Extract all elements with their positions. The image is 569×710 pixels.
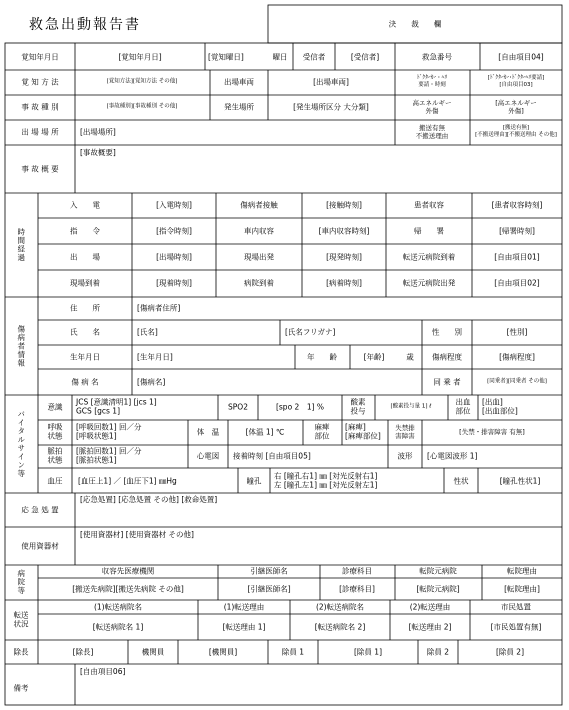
accident-type-value: [事故種別][事故種別 その他] xyxy=(106,103,178,110)
temperature-value: [体温 1] ℃ xyxy=(245,427,285,437)
crew-2-label: 除員 2 xyxy=(426,647,450,657)
companion-value: [同乗者][同乗者 その他] xyxy=(487,378,547,385)
equipment-label: 使用資器材 xyxy=(21,541,59,551)
time-label: 病院到着 xyxy=(244,278,274,288)
source-hospital-value: [転院元病院] xyxy=(416,584,460,594)
time-label: 入 電 xyxy=(70,200,100,210)
doctor-request-label: ﾄﾞｸﾀｰｶｰ・ﾍﾘ 要請・時刻 xyxy=(416,75,448,88)
time-label: 現場出発 xyxy=(244,252,274,262)
time-label: 車内収容 xyxy=(244,226,274,236)
time-value: [患者収容時刻] xyxy=(491,200,543,210)
dispatch-place-value: [出場場所] xyxy=(80,127,116,137)
crew-chief-value: [除長] xyxy=(72,647,94,657)
engineer-value: [機関員] xyxy=(208,647,238,657)
time-value: [車内収容時刻] xyxy=(318,226,370,236)
ecg-value: 接着時刻 [自由項目05] xyxy=(233,451,311,461)
doctor-value: [引継医師名] xyxy=(247,584,291,594)
time-label: 出 場 xyxy=(70,252,100,262)
consciousness-label: 意識 xyxy=(47,402,63,412)
time-value: [指令時刻] xyxy=(156,226,192,236)
transfer-section-label: 転送状況 xyxy=(13,610,29,629)
remarks-value: [自由項目06] xyxy=(80,667,126,676)
time-value: [出場時刻] xyxy=(156,252,192,262)
kakuchi-weekday-value: [覚知曜日] xyxy=(208,52,244,62)
source-hospital-header: 転院元病院 xyxy=(419,566,457,576)
time-value: [入電時刻] xyxy=(156,200,192,210)
first-aid-label: 応 急 処 置 xyxy=(21,505,59,515)
pupil-property-value: [瞳孔性状1] xyxy=(499,476,541,486)
time-value: [接触時刻] xyxy=(326,200,362,210)
incontinence-value: [失禁・排害障害 有無] xyxy=(459,427,525,436)
paralysis-label: 麻痺 部位 xyxy=(314,422,330,441)
kakuchi-method-label: 覚 知 方 法 xyxy=(21,77,59,87)
occurrence-place-label: 発生場所 xyxy=(224,102,254,112)
transfer-hospital-1-header: (1)転送病院名 xyxy=(93,602,143,612)
diagnosis-label: 傷 病 名 xyxy=(71,377,99,387)
kakuchi-method-value: [覚知方法][覚知方法 その他] xyxy=(106,78,178,85)
respiration-value: [呼吸回数1] 回／分 [呼吸状態1] xyxy=(76,422,142,441)
bleeding-value: [出血] [出血部位] xyxy=(482,397,518,416)
dob-label: 生年月日 xyxy=(70,352,100,362)
time-value: [帰署時刻] xyxy=(499,226,535,236)
remarks-label: 備考 xyxy=(13,683,29,693)
high-energy-label: 高エネルギー 外傷 xyxy=(412,98,452,115)
bleeding-label: 出血 部位 xyxy=(455,397,471,416)
dispatch-place-label: 出 場 場 所 xyxy=(21,127,59,137)
transfer-reason-value: [転院理由] xyxy=(504,584,540,594)
time-label: 患者収容 xyxy=(414,200,444,210)
sex-value: [性別] xyxy=(506,327,528,337)
pulse-value: [脈拍回数1] 回／分 [脈拍状態1] xyxy=(76,446,142,465)
blood-pressure-value: [血圧上1] ／ [血圧下1] ㎜Hg xyxy=(78,476,177,486)
pupil-property-label: 性状 xyxy=(453,476,469,486)
name-value: [氏名] xyxy=(137,327,158,337)
doctor-request-value: [ﾄﾞｸﾀｰｶｰ･ﾄﾞｸﾀｰﾍﾘ要請] [自由項目03] xyxy=(487,75,545,88)
crew-1-label: 除員 1 xyxy=(281,647,305,657)
time-label: 指 令 xyxy=(70,226,100,236)
companion-label: 同 乗 者 xyxy=(433,377,461,387)
spo2-value: [spo 2 1] % xyxy=(275,402,325,412)
paralysis-value: [麻痺] [麻痺部位] xyxy=(345,422,381,441)
blood-pressure-label: 血圧 xyxy=(47,476,63,486)
jcs-gcs-value: JCS [意識清明1] [jcs 1] GCS [gcs 1] xyxy=(76,397,157,416)
high-energy-value: [高エネルギー 外傷] xyxy=(495,98,537,115)
time-label: 転送元病院到着 xyxy=(402,252,456,262)
respiration-label: 呼吸 状態 xyxy=(47,422,63,441)
sex-label: 性 別 xyxy=(432,327,462,337)
transfer-hospital-2-value: [転送病院名 2] xyxy=(314,622,366,632)
age-value: [年齢] xyxy=(363,352,385,362)
receiver-label: 受信者 xyxy=(302,52,326,62)
ecg-label: 心電図 xyxy=(196,451,220,461)
dispatch-vehicle-value: [出場車両] xyxy=(313,77,349,87)
time-value: [自由項目02] xyxy=(494,278,540,288)
department-header: 診療科目 xyxy=(342,566,372,576)
department-value: [診療科目] xyxy=(339,584,375,594)
crew-2-value: [除員 2] xyxy=(495,647,525,657)
transport-status-label: 搬送有無 不搬送理由 xyxy=(415,123,449,140)
vital-section-label: バイタルサイン等 xyxy=(16,410,26,478)
occurrence-place-value: [発生場所区分 大分類] xyxy=(293,102,369,112)
spo2-label: SPO2 xyxy=(228,402,248,412)
crew-1-value: [除員 1] xyxy=(353,647,383,657)
crew-chief-label: 除長 xyxy=(13,647,29,657)
address-value: [傷病者住所] xyxy=(137,303,181,313)
oxygen-value: [酸素投与量 1] ℓ xyxy=(390,403,432,410)
time-value: [自由項目01] xyxy=(494,252,540,262)
kana-value: [氏名フリガナ] xyxy=(285,327,336,337)
time-label: 帰 署 xyxy=(414,226,444,236)
time-section-label: 時間経過 xyxy=(16,228,26,262)
kakuchi-date-value: [覚知年月日] xyxy=(118,52,162,62)
ambulance-number-label: 救急番号 xyxy=(422,52,452,62)
transfer-reason-2-header: (2)転送理由 xyxy=(409,602,451,612)
transfer-hospital-2-header: (2)転送病院名 xyxy=(315,602,365,612)
temperature-label: 体 温 xyxy=(196,427,220,437)
patient-section-label: 傷病者情報 xyxy=(16,324,26,368)
pulse-label: 脈拍 状態 xyxy=(47,446,63,465)
transfer-reason-1-header: (1)転送理由 xyxy=(223,602,265,612)
accident-summary-value: [事故概要] xyxy=(80,148,116,157)
citizen-aid-value: [市民処置有無] xyxy=(490,622,542,632)
pupil-label: 瞳孔 xyxy=(246,476,262,486)
time-label: 転送元病院出発 xyxy=(402,278,456,288)
severity-label: 傷病程度 xyxy=(432,352,462,362)
ambulance-number-value: [自由項目04] xyxy=(498,52,544,62)
approval-column-label: 決 裁 欄 xyxy=(388,19,442,29)
doctor-header: 引継医師名 xyxy=(250,566,288,576)
transport-status-value: [搬送有無] [不搬送理由][不搬送理由 その他] xyxy=(475,125,557,138)
hospital-value: [搬送先病院][搬送先病院 その他] xyxy=(72,584,184,594)
age-label: 年 齢 xyxy=(307,352,337,362)
first-aid-value: [応急処置] [応急処置 その他] [救命処置] xyxy=(80,495,218,504)
hospital-header: 収容先医療機関 xyxy=(101,566,155,576)
time-label: 傷病者接触 xyxy=(240,200,278,210)
engineer-label: 機関員 xyxy=(141,647,165,657)
diagnosis-value: [傷病名] xyxy=(137,377,166,387)
waveform-value: [心電図波形 1] xyxy=(427,451,478,461)
dob-value: [生年月日] xyxy=(137,352,173,362)
weekday-label: 曜日 xyxy=(272,52,288,62)
equipment-value: [使用資器材] [使用資器材 その他] xyxy=(80,530,194,539)
time-value: [病着時刻] xyxy=(326,278,362,288)
citizen-aid-header: 市民処置 xyxy=(501,602,531,612)
waveform-label: 波形 xyxy=(397,451,413,461)
name-label: 氏 名 xyxy=(70,327,100,337)
page-title: 救急出動報告書 xyxy=(29,17,141,33)
transfer-reason-header: 転院理由 xyxy=(507,566,537,576)
accident-type-label: 事 故 種 別 xyxy=(21,102,59,112)
transfer-reason-1-value: [転送理由 1] xyxy=(222,622,266,632)
transfer-hospital-1-value: [転送病院名 1] xyxy=(92,622,144,632)
receiver-value: [受信者] xyxy=(350,52,380,62)
time-value: [現着時刻] xyxy=(156,278,192,288)
incontinence-label: 失禁排 害障害 xyxy=(395,423,415,440)
hospital-section-label: 病院等 xyxy=(16,569,26,595)
time-label: 現場到着 xyxy=(70,278,100,288)
address-label: 住 所 xyxy=(70,303,100,313)
time-value: [現発時刻] xyxy=(326,252,362,262)
kakuchi-date-label: 覚知年月日 xyxy=(21,52,59,62)
transfer-reason-2-value: [転送理由 2] xyxy=(408,622,452,632)
age-unit: 歳 xyxy=(406,352,414,362)
oxygen-label: 酸素 投与 xyxy=(350,397,366,416)
dispatch-vehicle-label: 出場車両 xyxy=(224,77,254,87)
pupil-value: 右 [瞳孔右1] ㎜ [対光反射右1] 左 [瞳孔左1] ㎜ [対光反射左1] xyxy=(274,471,378,490)
severity-value: [傷病程度] xyxy=(499,352,535,362)
accident-summary-label: 事 故 概 要 xyxy=(21,164,59,174)
